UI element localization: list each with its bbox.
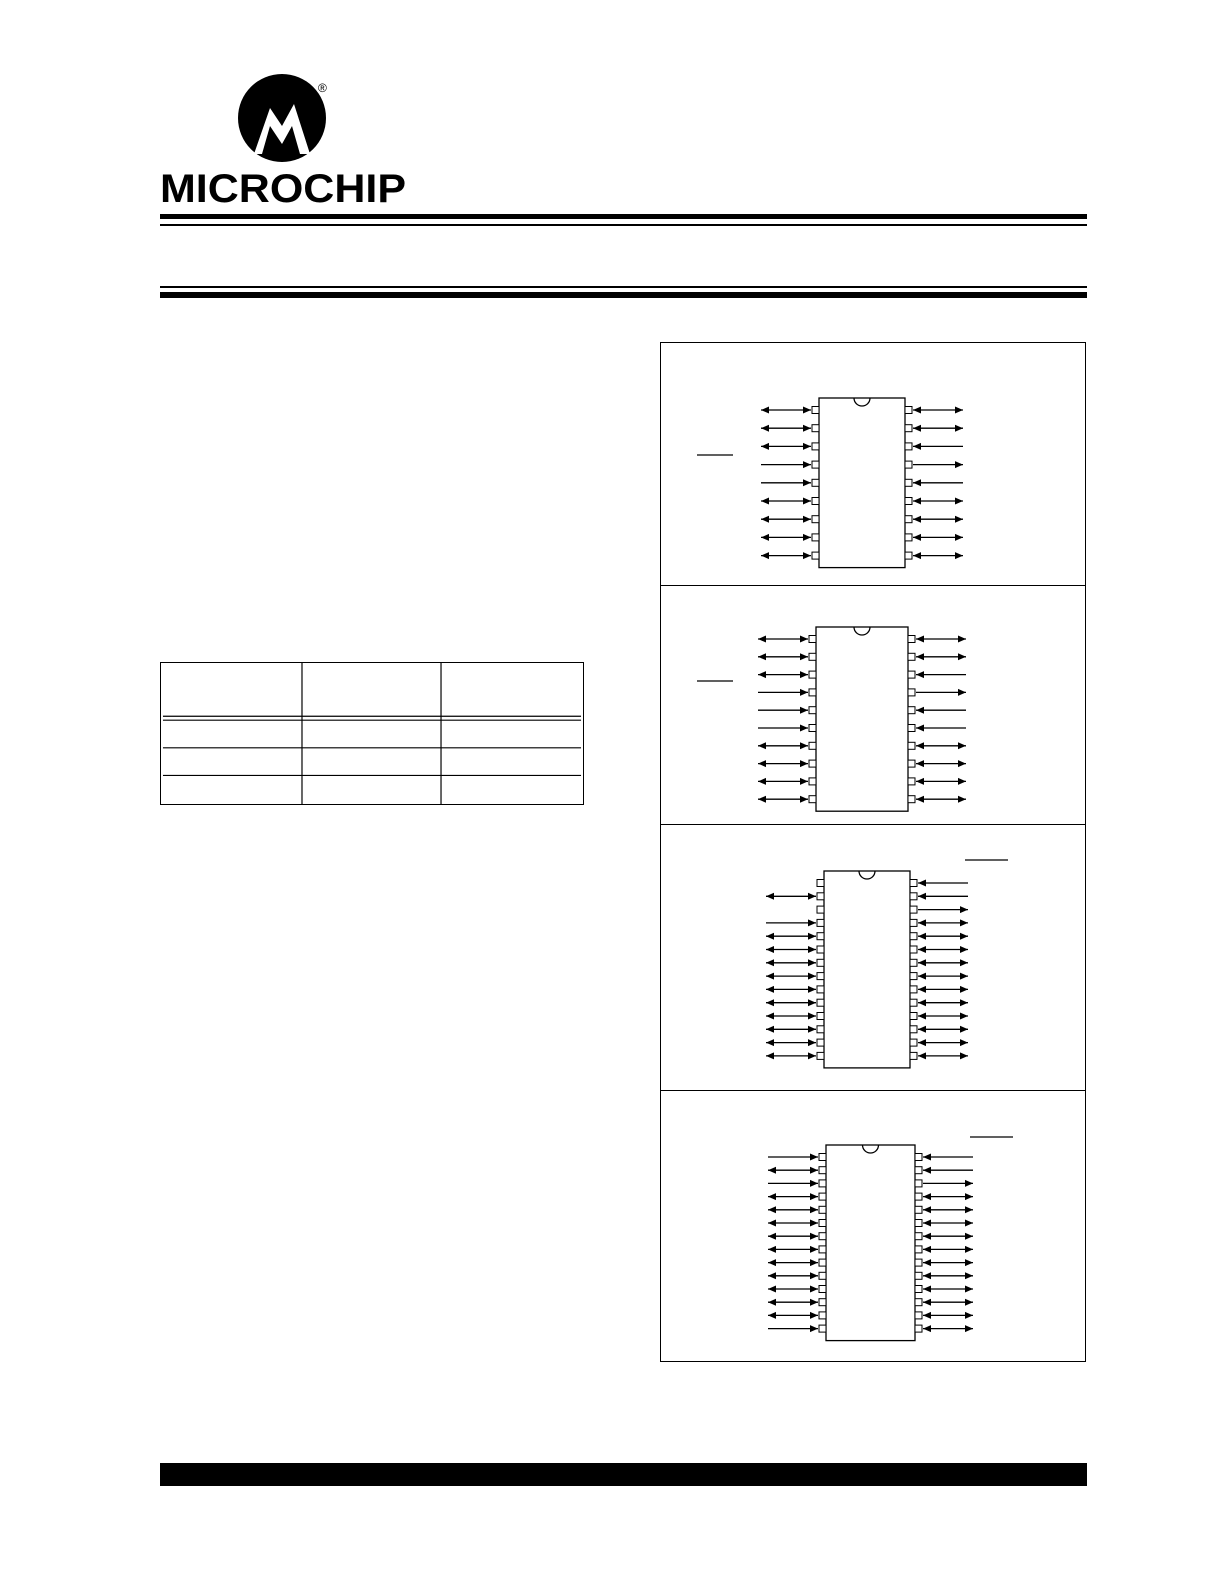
arrow-head-icon: [916, 636, 924, 643]
title-rule-thick: [160, 292, 1087, 298]
pin-pad-right: [915, 1272, 922, 1279]
pin-pad-right: [910, 906, 917, 913]
arrow-head-icon: [913, 516, 921, 523]
pin-pad-right: [910, 986, 917, 993]
arrow-head-icon: [916, 671, 924, 678]
pin-pad-left: [817, 986, 824, 993]
pin-pad-right: [905, 479, 912, 486]
arrow-head-icon: [923, 1286, 931, 1293]
pin-pad-left: [812, 552, 819, 559]
footer-bar: [160, 1463, 1087, 1486]
arrow-head-icon: [800, 760, 808, 767]
arrow-head-icon: [965, 1299, 973, 1306]
pin-pad-right: [905, 443, 912, 450]
arrow-head-icon: [960, 1013, 968, 1020]
pin-pad-left: [819, 1167, 826, 1174]
arrow-head-icon: [761, 498, 769, 505]
pin-pad-left: [817, 1026, 824, 1033]
arrow-head-icon: [965, 1286, 973, 1293]
pin-pad-left: [812, 407, 819, 414]
pin-pad-right: [910, 946, 917, 953]
arrow-head-icon: [960, 986, 968, 993]
arrow-head-icon: [916, 742, 924, 749]
arrow-head-icon: [768, 1206, 776, 1213]
pin-pad-right: [908, 653, 915, 660]
arrow-head-icon: [960, 973, 968, 980]
arrow-head-icon: [766, 946, 774, 953]
arrow-head-icon: [960, 919, 968, 926]
arrow-head-icon: [916, 725, 924, 732]
arrow-head-icon: [913, 407, 921, 414]
pin-pad-right: [908, 742, 915, 749]
pin-pad-left: [817, 933, 824, 940]
ic-body: [819, 398, 905, 568]
arrow-head-icon: [960, 959, 968, 966]
arrow-head-icon: [810, 1259, 818, 1266]
arrow-head-icon: [923, 1206, 931, 1213]
pin-pad-right: [908, 725, 915, 732]
pin-pad-left: [809, 778, 816, 785]
arrow-head-icon: [808, 919, 816, 926]
arrow-head-icon: [913, 552, 921, 559]
arrow-head-icon: [923, 1193, 931, 1200]
arrow-head-icon: [803, 461, 811, 468]
arrow-head-icon: [923, 1233, 931, 1240]
arrow-head-icon: [810, 1325, 818, 1332]
arrow-head-icon: [916, 760, 924, 767]
arrow-head-icon: [955, 534, 963, 541]
arrow-head-icon: [810, 1193, 818, 1200]
arrow-head-icon: [923, 1259, 931, 1266]
arrow-head-icon: [766, 959, 774, 966]
arrow-head-icon: [918, 973, 926, 980]
arrow-head-icon: [810, 1272, 818, 1279]
pin-pad-left: [819, 1259, 826, 1266]
pin-pad-left: [812, 425, 819, 432]
pin-pad-right: [915, 1312, 922, 1319]
arrow-head-icon: [766, 893, 774, 900]
ic-body: [816, 627, 908, 811]
arrow-head-icon: [918, 919, 926, 926]
arrow-head-icon: [766, 1039, 774, 1046]
pin-pad-left: [817, 946, 824, 953]
arrow-head-icon: [965, 1180, 973, 1187]
pin-pad-left: [817, 880, 824, 887]
pin-pad-left: [819, 1312, 826, 1319]
ic-body: [826, 1145, 915, 1341]
arrow-head-icon: [958, 653, 966, 660]
arrow-head-icon: [803, 425, 811, 432]
arrow-head-icon: [810, 1286, 818, 1293]
arrow-head-icon: [800, 689, 808, 696]
arrow-head-icon: [955, 516, 963, 523]
arrow-head-icon: [768, 1259, 776, 1266]
arrow-head-icon: [766, 933, 774, 940]
arrow-head-icon: [958, 636, 966, 643]
pin-pad-right: [915, 1286, 922, 1293]
arrow-head-icon: [768, 1312, 776, 1319]
pin-pad-right: [915, 1193, 922, 1200]
arrow-head-icon: [768, 1286, 776, 1293]
pin-pad-right: [908, 707, 915, 714]
arrow-head-icon: [955, 407, 963, 414]
arrow-head-icon: [965, 1312, 973, 1319]
pin-pad-right: [915, 1167, 922, 1174]
pin-pad-left: [817, 919, 824, 926]
arrow-head-icon: [800, 636, 808, 643]
pin-pad-right: [915, 1180, 922, 1187]
pin-pad-left: [812, 461, 819, 468]
pin-pad-left: [809, 796, 816, 803]
pin-pad-left: [817, 1052, 824, 1059]
pin-pad-right: [910, 933, 917, 940]
arrow-head-icon: [810, 1167, 818, 1174]
arrow-head-icon: [758, 636, 766, 643]
arrow-head-icon: [955, 425, 963, 432]
arrow-head-icon: [758, 760, 766, 767]
arrow-head-icon: [913, 479, 921, 486]
arrow-head-icon: [808, 1039, 816, 1046]
arrow-head-icon: [810, 1299, 818, 1306]
arrow-head-icon: [800, 725, 808, 732]
arrow-head-icon: [808, 933, 816, 940]
pin-pad-right: [915, 1233, 922, 1240]
pin-pad-right: [915, 1154, 922, 1161]
pin-pad-left: [817, 959, 824, 966]
arrow-head-icon: [923, 1246, 931, 1253]
pin-pad-left: [809, 742, 816, 749]
arrow-head-icon: [918, 933, 926, 940]
arrow-head-icon: [810, 1180, 818, 1187]
arrow-head-icon: [918, 999, 926, 1006]
arrow-head-icon: [918, 893, 926, 900]
header-rule-thick: [160, 214, 1087, 219]
arrow-head-icon: [808, 1052, 816, 1059]
arrow-head-icon: [758, 796, 766, 803]
pin-diagrams-panel: [660, 342, 1086, 1362]
pin-pad-right: [915, 1299, 922, 1306]
pin-pad-left: [809, 725, 816, 732]
arrow-head-icon: [958, 778, 966, 785]
arrow-head-icon: [761, 407, 769, 414]
arrow-head-icon: [960, 946, 968, 953]
arrow-head-icon: [913, 498, 921, 505]
arrow-head-icon: [810, 1246, 818, 1253]
arrow-head-icon: [768, 1233, 776, 1240]
arrow-head-icon: [810, 1233, 818, 1240]
arrow-head-icon: [803, 534, 811, 541]
arrow-head-icon: [918, 1013, 926, 1020]
arrow-head-icon: [803, 407, 811, 414]
arrow-head-icon: [800, 653, 808, 660]
pin-pad-left: [817, 906, 824, 913]
pin-pad-right: [910, 1026, 917, 1033]
pin-diagram-18: [661, 343, 1087, 585]
arrow-head-icon: [766, 1052, 774, 1059]
pin-pad-right: [910, 959, 917, 966]
pin-diagram-20: [661, 585, 1087, 824]
pin-pad-right: [910, 973, 917, 980]
pin-pad-right: [908, 671, 915, 678]
pin-pad-left: [819, 1272, 826, 1279]
arrow-head-icon: [761, 552, 769, 559]
arrow-head-icon: [923, 1312, 931, 1319]
arrow-head-icon: [800, 742, 808, 749]
pin-pad-left: [817, 999, 824, 1006]
arrow-head-icon: [918, 959, 926, 966]
arrow-head-icon: [768, 1220, 776, 1227]
pin-pad-left: [817, 1013, 824, 1020]
arrow-head-icon: [965, 1220, 973, 1227]
arrow-head-icon: [808, 1026, 816, 1033]
pin-pad-left: [809, 689, 816, 696]
arrow-head-icon: [913, 443, 921, 450]
pin-pad-right: [910, 893, 917, 900]
arrow-head-icon: [800, 707, 808, 714]
arrow-head-icon: [768, 1272, 776, 1279]
pin-pad-left: [812, 516, 819, 523]
arrow-head-icon: [761, 516, 769, 523]
arrow-head-icon: [958, 760, 966, 767]
pin-pad-left: [812, 443, 819, 450]
arrow-head-icon: [965, 1246, 973, 1253]
arrow-head-icon: [808, 959, 816, 966]
arrow-head-icon: [758, 653, 766, 660]
pin-pad-left: [809, 707, 816, 714]
arrow-head-icon: [758, 671, 766, 678]
pin-pad-right: [915, 1246, 922, 1253]
arrow-head-icon: [761, 534, 769, 541]
arrow-head-icon: [766, 986, 774, 993]
pin-pad-right: [908, 636, 915, 643]
arrow-head-icon: [958, 796, 966, 803]
arrow-head-icon: [810, 1220, 818, 1227]
arrow-head-icon: [768, 1246, 776, 1253]
pin-pad-right: [910, 1039, 917, 1046]
pin-pad-left: [812, 479, 819, 486]
arrow-head-icon: [918, 1052, 926, 1059]
pin-pad-right: [915, 1220, 922, 1227]
pin-pad-right: [905, 552, 912, 559]
pin-pad-right: [910, 999, 917, 1006]
arrow-head-icon: [916, 778, 924, 785]
arrow-head-icon: [960, 999, 968, 1006]
arrow-head-icon: [923, 1167, 931, 1174]
microchip-logo: [158, 74, 410, 214]
pin-pad-right: [908, 796, 915, 803]
arrow-head-icon: [960, 1052, 968, 1059]
pin-pad-right: [905, 461, 912, 468]
arrow-head-icon: [955, 552, 963, 559]
arrow-head-icon: [758, 742, 766, 749]
arrow-head-icon: [958, 689, 966, 696]
arrow-head-icon: [761, 443, 769, 450]
arrow-head-icon: [923, 1299, 931, 1306]
arrow-head-icon: [800, 778, 808, 785]
pin-pad-right: [910, 919, 917, 926]
arrow-head-icon: [800, 671, 808, 678]
pin-pad-left: [817, 973, 824, 980]
logo-wordmark: MICROCHIP: [160, 167, 406, 211]
arrow-head-icon: [810, 1154, 818, 1161]
arrow-head-icon: [960, 1039, 968, 1046]
pin-pad-right: [910, 880, 917, 887]
pin-pad-right: [915, 1259, 922, 1266]
arrow-head-icon: [913, 425, 921, 432]
pin-pad-left: [819, 1246, 826, 1253]
pin-pad-left: [819, 1325, 826, 1332]
pin-pad-right: [910, 1013, 917, 1020]
arrow-head-icon: [955, 498, 963, 505]
arrow-head-icon: [918, 1026, 926, 1033]
arrow-head-icon: [918, 880, 926, 887]
arrow-head-icon: [965, 1233, 973, 1240]
pin-pad-right: [905, 516, 912, 523]
device-selection-table: [160, 662, 584, 805]
pin-pad-left: [819, 1299, 826, 1306]
arrow-head-icon: [808, 1013, 816, 1020]
pin-pad-right: [915, 1325, 922, 1332]
arrow-head-icon: [965, 1206, 973, 1213]
registered-mark: ®: [318, 81, 327, 95]
arrow-head-icon: [960, 933, 968, 940]
pin-pad-left: [817, 1039, 824, 1046]
arrow-head-icon: [960, 906, 968, 913]
pin-pad-right: [905, 534, 912, 541]
arrow-head-icon: [923, 1220, 931, 1227]
pin-pad-right: [905, 425, 912, 432]
arrow-head-icon: [808, 986, 816, 993]
pin-pad-right: [915, 1206, 922, 1213]
arrow-head-icon: [918, 946, 926, 953]
arrow-head-icon: [916, 653, 924, 660]
microchip-logo-icon: [158, 74, 410, 214]
arrow-head-icon: [918, 986, 926, 993]
arrow-head-icon: [768, 1299, 776, 1306]
arrow-head-icon: [803, 516, 811, 523]
ic-body: [824, 871, 910, 1068]
arrow-head-icon: [965, 1325, 973, 1332]
pin-pad-left: [819, 1206, 826, 1213]
arrow-head-icon: [916, 796, 924, 803]
pin-pad-left: [817, 893, 824, 900]
pin-pad-left: [809, 636, 816, 643]
pin-pad-left: [819, 1180, 826, 1187]
arrow-head-icon: [923, 1325, 931, 1332]
arrow-head-icon: [766, 999, 774, 1006]
arrow-head-icon: [965, 1259, 973, 1266]
pin-pad-left: [819, 1193, 826, 1200]
arrow-head-icon: [958, 742, 966, 749]
arrow-head-icon: [803, 552, 811, 559]
arrow-head-icon: [960, 1026, 968, 1033]
arrow-head-icon: [768, 1193, 776, 1200]
arrow-head-icon: [965, 1193, 973, 1200]
pin-pad-left: [819, 1220, 826, 1227]
arrow-head-icon: [808, 999, 816, 1006]
pin-pad-right: [908, 689, 915, 696]
arrow-head-icon: [766, 1026, 774, 1033]
arrow-head-icon: [800, 796, 808, 803]
arrow-head-icon: [803, 479, 811, 486]
arrow-head-icon: [965, 1272, 973, 1279]
pin-diagram-28a: [661, 824, 1087, 1090]
arrow-head-icon: [808, 973, 816, 980]
pin-pad-right: [905, 498, 912, 505]
pin-pad-right: [910, 1052, 917, 1059]
title-rule-thin: [160, 286, 1087, 288]
arrow-head-icon: [955, 461, 963, 468]
pin-pad-left: [812, 534, 819, 541]
arrow-head-icon: [913, 534, 921, 541]
pin-pad-left: [809, 760, 816, 767]
pin-pad-left: [812, 498, 819, 505]
pin-pad-left: [819, 1154, 826, 1161]
pin-pad-right: [908, 778, 915, 785]
arrow-head-icon: [803, 443, 811, 450]
arrow-head-icon: [808, 946, 816, 953]
pin-pad-left: [819, 1233, 826, 1240]
arrow-head-icon: [766, 1013, 774, 1020]
arrow-head-icon: [918, 1039, 926, 1046]
arrow-head-icon: [768, 1167, 776, 1174]
arrow-head-icon: [810, 1312, 818, 1319]
pin-pad-left: [809, 671, 816, 678]
arrow-head-icon: [803, 498, 811, 505]
pin-pad-right: [905, 407, 912, 414]
pin-pad-left: [809, 653, 816, 660]
arrow-head-icon: [923, 1154, 931, 1161]
arrow-head-icon: [758, 778, 766, 785]
arrow-head-icon: [808, 893, 816, 900]
arrow-head-icon: [766, 973, 774, 980]
header-rule-thin: [160, 224, 1087, 226]
arrow-head-icon: [810, 1206, 818, 1213]
arrow-head-icon: [916, 707, 924, 714]
pin-pad-left: [819, 1286, 826, 1293]
pin-pad-right: [908, 760, 915, 767]
pin-diagram-28b: [661, 1090, 1087, 1363]
arrow-head-icon: [923, 1272, 931, 1279]
arrow-head-icon: [761, 425, 769, 432]
